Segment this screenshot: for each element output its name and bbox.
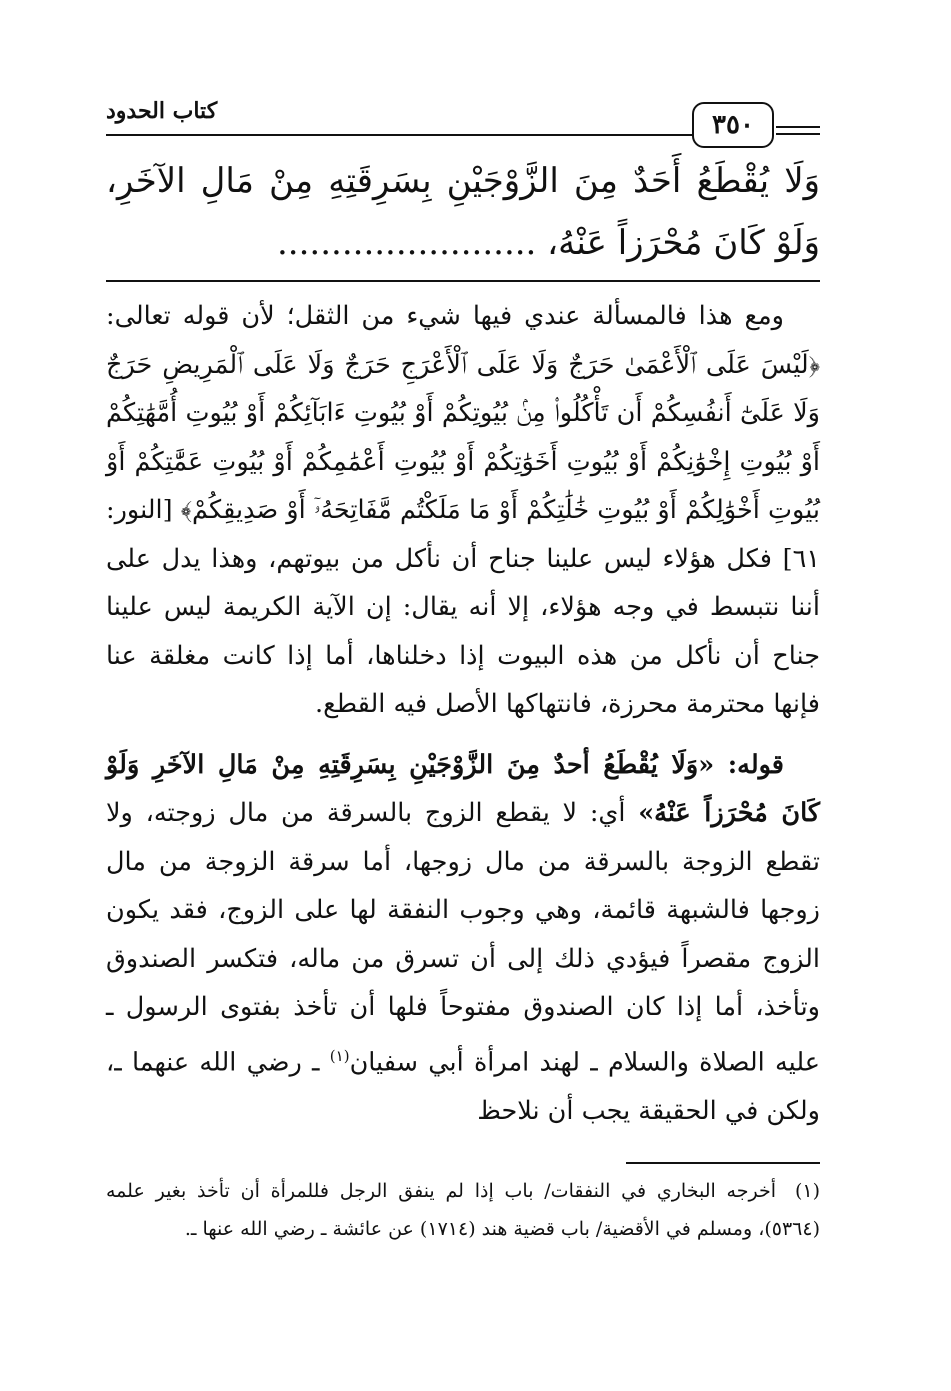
para2-text: أي: لا يقطع الزوج بالسرقة من مال زوجته، ولا تقطع الزوجة بالسرقة من مال زوجها، أما سرقة الزوجة من مال زوجها فالشبهة قائمة، وهي وجوب النفقة لها على الزوج، فقد يكون الزوج مقصراً فيؤدي ذلك إلى أن تسرق من ماله، فتكسر الصندوق وتأخذ، أما إذا كان الصندوق مفتوحاً فلها أن تأخذ بفتوى الرسول ـ عليه الصلاة والسلام ـ لهند امرأة أبي سفيان [106,798,820,1077]
book-title: كتاب الحدود [106,98,218,124]
commentary [106,292,820,1135]
footnote-divider [626,1162,820,1164]
matn-text: وَلَا يُقْطَعُ أَحَدٌ مِنَ الزَّوْجَيْنِ بِسَرِقَتِهِ مِنْ مَالِ الآخَرِ، وَلَوْ كَانَ مُحْرَزاً عَنْهُ، ........................ [106,161,820,263]
para2-quote: «وَلَا يُقْطَعُ أحدٌ مِنَ الزَّوْجَيْنِ بِسَرِقَتِهِ مِنْ مَالِ الآخَرِ وَلَوْ كَانَ مُحْرَزاً عَنْهُ» [106,749,820,828]
footnote-text: أخرجه البخاري في النفقات/ باب إذا لم ينفق الرجل فللمرأة أن تأخذ بغير علمه (٥٣٦٤)، ومسلم في الأقضية/ باب قضية هند (١٧١٤) عن عائشة ـ رضي الله عنها ـ. [106,1180,820,1240]
para1-intro: ومع هذا فالمسألة عندي فيها شيء من الثقل؛ لأن قوله تعالى: [106,301,784,331]
footnote-reference: (١) [329,1046,350,1065]
para1-rest: فكل هؤلاء ليس علينا جناح أن نأكل من بيوتهم، وهذا يدل على أننا نتبسط في وجه هؤلاء، إلا أنه يقال: إن الآية الكريمة ليس علينا جناح أن نأكل من هذه البيوت إذا دخلناها، أما إذا كانت مغلقة عنا فإنها محترمة محرزة، فانتهاكها الأصل فيه القطع. [106,543,820,719]
matn-divider [106,280,820,282]
para2-label: قوله: [714,749,784,780]
commentary-paragraph-1 [106,292,820,729]
header-rule [106,134,692,136]
header-double-rule [776,126,820,140]
para2-end: ـ رضي الله عنهما ـ، ولكن في الحقيقة يجب أن نلاحظ [106,1047,820,1126]
quran-verse: ﴿لَيْسَ عَلَى ٱلْأَعْمَىٰ حَرَجٌ وَلَا عَلَى ٱلْأَعْرَجِ حَرَجٌ وَلَا عَلَى ٱلْمَرِيضِ حَرَجٌ وَلَا عَلَىٰٓ أَنفُسِكُمْ أَن تَأْكُلُوا۟ مِنۢ بُيُوتِكُمْ أَوْ بُيُوتِ ءَابَآئِكُمْ أَوْ بُيُوتِ أُمَّهَٰتِكُمْ أَوْ بُيُوتِ إِخْوَٰنِكُمْ أَوْ بُيُوتِ أَخَوَٰتِكُمْ أَوْ بُيُوتِ أَعْمَٰمِكُمْ أَوْ بُيُوتِ عَمَّٰتِكُمْ أَوْ بُيُوتِ أَخْوَٰلِكُمْ أَوْ بُيُوتِ خَٰلَٰتِكُمْ أَوْ مَا مَلَكْتُم مَّفَاتِحَهُۥٓ أَوْ صَدِيقِكُمْ﴾ [106,349,820,525]
page-header [106,98,820,148]
footnotes [106,1172,820,1248]
page-number: ٣٥٠ [692,102,774,148]
footnote-number: (١) [794,1180,820,1202]
verse-reference: [النور: ٦١] [106,495,820,574]
footnote-1 [106,1172,820,1248]
commentary-paragraph-2 [106,741,820,1136]
